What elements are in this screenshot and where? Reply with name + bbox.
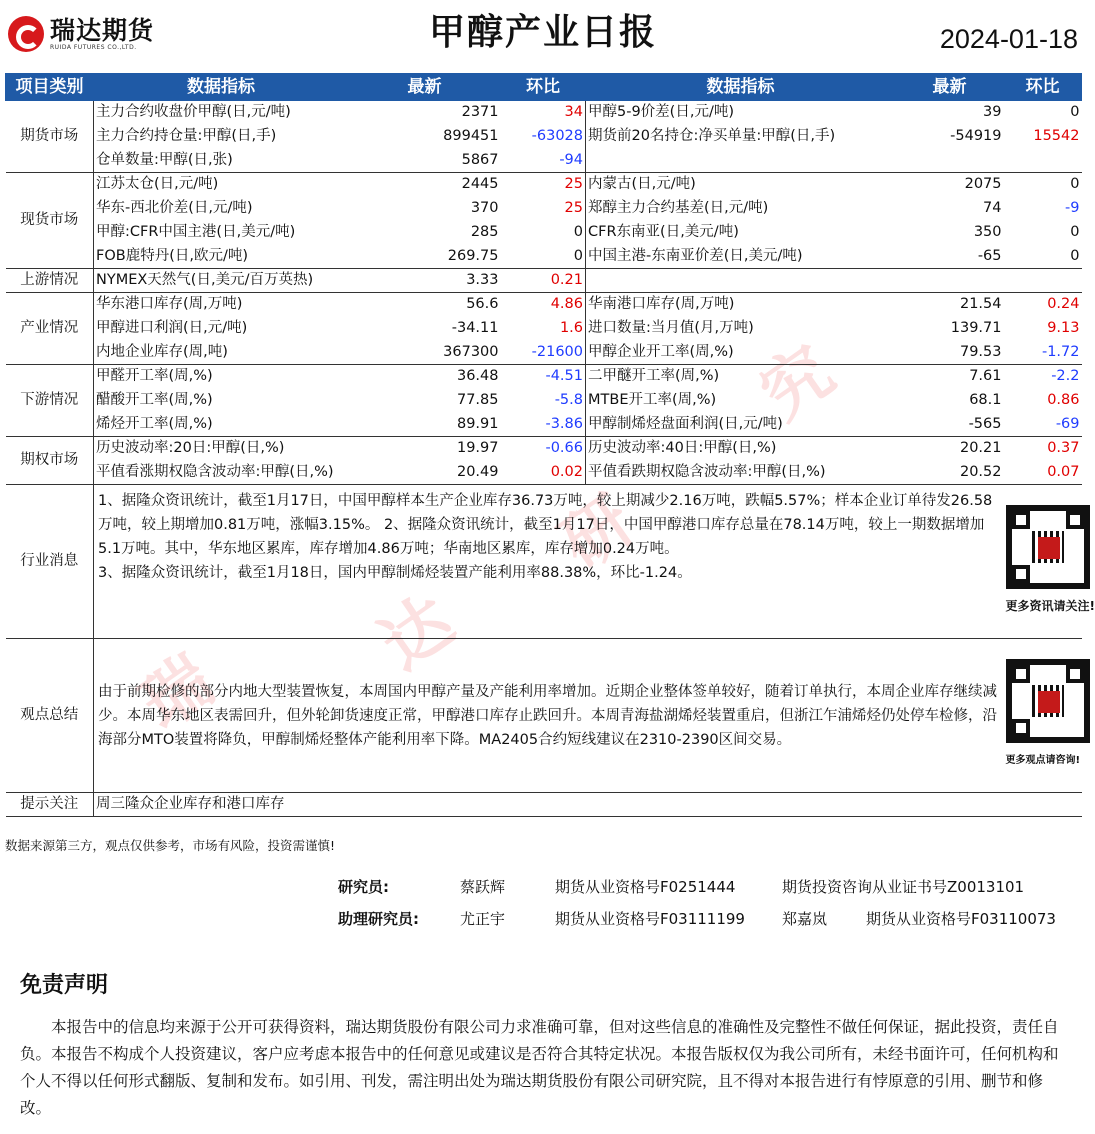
change-value: 0 [1004,101,1082,125]
indicator-name: 烯烃开工率(周,%) [96,415,213,432]
latest-value: -65 [977,247,1002,264]
table-row [6,389,1082,413]
change-value: 0 [1070,247,1080,264]
logo-name-en: RUIDA FUTURES CO.,LTD. [50,43,137,51]
change-value: 25 [564,200,583,216]
table-row [6,197,1082,221]
watermark: 究 [746,331,848,436]
table-row [6,245,1082,269]
indicator-name: 甲醇5-9价差(日,元/吨) [586,101,896,125]
indicator-name: 江苏太仓(日,元/吨) [94,173,349,197]
researcher-cert: 期货从业资格号F0251444 [555,878,736,896]
table-row [6,125,1082,149]
latest-value: 2445 [349,173,501,197]
indicator-name [586,269,896,293]
latest-value: 269.75 [447,247,499,264]
change-value: -0.66 [501,437,586,461]
latest-value: -34.11 [451,320,499,336]
report-date: 2024-01-18 [939,24,1078,54]
indicator-name: 平值看涨期权隐含波动率:甲醇(日,%) [96,463,334,480]
table-row [6,317,1082,341]
indicator-name: 甲醇:CFR中国主港(日,美元/吨) [96,224,296,240]
qr-caption: 更多观点请咨询! [1005,755,1081,766]
table-row [6,149,1082,173]
change-value [1004,269,1082,293]
table-row [6,269,1082,293]
latest-value: 79.53 [959,343,1002,360]
indicator-name: FOB鹿特丹(日,欧元/吨) [96,247,249,264]
latest-value: -565 [968,415,1002,432]
indicator-name: 平值看跌期权隐含波动率:甲醇(日,%) [586,461,896,485]
view-row [6,639,1082,793]
category-cell: 期权市场 [6,437,94,485]
change-value: 0 [573,247,583,264]
latest-value: 39 [896,101,1004,125]
data-source-note: 数据来源第三方，观点仅供参考，市场有风险，投资需谨慎! [5,838,336,853]
column-header: 项目类别 [6,74,94,101]
latest-value: 370 [470,200,499,216]
indicator-name: 郑醇主力合约基差(日,元/吨) [586,197,896,221]
category-cell: 期货市场 [6,101,94,173]
column-header: 环比 [501,74,586,101]
column-header: 最新 [349,74,501,101]
change-value: 34 [501,101,586,125]
table-row [6,293,1082,317]
indicator-name [586,149,896,173]
latest-value: 5867 [461,151,499,168]
column-header: 最新 [896,74,1004,101]
category-cell: 上游情况 [6,269,94,293]
table-row [6,101,1082,125]
researcher-cert: 期货投资咨询从业证书号Z0013101 [782,878,1025,896]
latest-value: 19.97 [349,437,501,461]
change-value: -3.86 [545,415,583,432]
change-value: -2.2 [1004,365,1082,389]
change-value: 0.37 [1004,437,1082,461]
change-value: 0 [1004,173,1082,197]
change-value: 0.07 [1047,463,1080,480]
table-row [6,461,1082,485]
latest-value: 3.33 [349,269,501,293]
indicator-name: 内地企业库存(周,吨) [96,343,228,360]
tips-row [6,793,1082,817]
change-value: -94 [559,151,583,168]
indicator-name: 华东-西北价差(日,元/吨) [96,200,253,216]
change-value: 25 [501,173,586,197]
indicator-name: 甲醇进口利润(日,元/吨) [96,320,248,336]
latest-value: 7.61 [896,365,1004,389]
category-cell: 产业情况 [6,293,94,365]
latest-value: 350 [973,224,1002,240]
table-row [6,437,1082,461]
change-value: 1.6 [559,320,583,336]
assistant-cert: 期货从业资格号F03110073 [866,910,1056,928]
indicator-name: CFR东南亚(日,美元/吨) [586,221,896,245]
latest-value [896,149,1004,173]
table-row [6,221,1082,245]
latest-value: 139.71 [950,320,1002,336]
indicator-name: NYMEX天然气(日,美元/百万英热) [94,269,349,293]
indicator-name: 中国主港-东南亚价差(日,美元/吨) [586,245,896,269]
change-value: -69 [1055,415,1080,432]
change-value: 4.86 [501,293,586,317]
qr-code-icon [1006,505,1090,589]
indicator-name: 仓单数量:甲醇(日,张) [96,151,233,168]
change-value: 0.24 [1004,293,1082,317]
assistant-cert: 期货从业资格号F03111199 [555,910,745,928]
logo-name-cn: 瑞达期货 [50,15,155,45]
tips-text: 周三隆众企业库存和港口库存 [94,793,1082,817]
change-value: 0 [573,224,583,240]
latest-value: -54919 [950,128,1002,144]
news-text-1: 1、据隆众资讯统计，截至1月17日，中国甲醇样本生产企业库存36.73万吨，较上期减少2.16万吨，跌幅5.57%；样本企业订单待发26.58万吨，较上期增加0.81万吨，涨幅3.15%。 2、据隆众资讯统计，截至1月17日，中国甲醇港口库存总量在78.14万吨，较上一期数据增加5.1万吨。其中，华东地区累库，库存增加4.86万吨；华南地区累库，库存增加0.24万吨。 [98,493,993,557]
change-value: 15542 [1033,128,1080,144]
qr-caption: 更多资讯请关注! [1005,599,1095,613]
change-value: 0.86 [1047,392,1080,408]
researcher-role: 研究员: [338,878,389,896]
table-header-row [6,74,1082,101]
table-row [6,173,1082,197]
indicator-name: 主力合约持仓量:甲醇(日,手) [96,128,277,144]
change-value: -5.8 [554,392,583,408]
qr-block [1004,639,1082,793]
indicator-name: 华南港口库存(周,万吨) [586,293,896,317]
qr-block [1004,485,1095,639]
latest-value: 21.54 [896,293,1004,317]
latest-value: 36.48 [349,365,501,389]
change-value: -9 [1065,200,1080,216]
category-cell: 下游情况 [6,365,94,437]
indicator-name: 历史波动率:20日:甲醇(日,%) [94,437,349,461]
change-value: -1.72 [1041,343,1080,360]
data-table [5,73,1095,817]
watermark: 达 [366,581,468,686]
news-row [6,485,1082,639]
assistant-role: 助理研究员: [338,910,419,928]
change-value: -63028 [531,128,583,144]
indicator-name: MTBE开工率(周,%) [586,389,896,413]
indicator-name: 甲醇制烯烃盘面利润(日,元/吨) [586,413,896,437]
assistant-name: 郑嘉岚 [782,910,828,928]
assistant-name: 尤正宇 [460,910,506,928]
latest-value: 2075 [896,173,1004,197]
latest-value: 20.21 [896,437,1004,461]
column-header: 数据指标 [94,74,349,101]
latest-value [896,269,1004,293]
watermark: 研 [546,481,648,586]
indicator-name: 甲醇企业开工率(周,%) [586,341,896,365]
report-title: 甲醇产业日报 [428,12,657,53]
change-value: 0.02 [550,463,583,480]
latest-value: 899451 [443,128,499,144]
report-header [0,0,1086,68]
latest-value: 20.49 [456,463,499,480]
category-cell: 提示关注 [6,793,94,817]
qr-code-icon [1006,659,1090,743]
column-header: 环比 [1004,74,1082,101]
category-cell: 行业消息 [6,485,94,639]
latest-value: 89.91 [456,415,499,432]
change-value: -4.51 [501,365,586,389]
table-row [6,365,1082,389]
change-value: -21600 [531,343,583,360]
indicator-name: 期货前20名持仓:净买单量:甲醇(日,手) [586,125,896,149]
change-value: 0.21 [501,269,586,293]
change-value [1004,149,1082,173]
table-row [6,341,1082,365]
watermark: 瑞 [126,641,228,746]
category-cell: 观点总结 [6,639,94,793]
indicator-name: 进口数量:当月值(月,万吨) [586,317,896,341]
latest-value: 68.1 [969,392,1002,408]
disclaimer-title: 免责声明 [20,973,109,998]
news-text-2: 3、据隆众资讯统计，截至1月18日，国内甲醇制烯烃装置产能利用率88.38%，环比-1.24。 [98,565,692,581]
table-row [6,413,1082,437]
indicator-name: 历史波动率:40日:甲醇(日,%) [586,437,896,461]
latest-value: 285 [470,224,499,240]
latest-value: 20.52 [959,463,1002,480]
disclaimer-text: 本报告中的信息均来源于公开可获得资料，瑞达期货股份有限公司力求准确可靠，但对这些信息的准确性及完整性不做任何保证，据此投资，责任自负。本报告不构成个人投资建议，客户应考虑本报告中的任何意见或建议是否符合其特定状况。本报告版权仅为我公司所有，未经书面许可，任何机构和个人不得以任何形式翻版、复制和发布。如引用、刊发，需注明出处为瑞达期货股份有限公司研究院，且不得对本报告进行有悖原意的引用、删节和修改。 [20,1018,1059,1117]
indicator-name: 二甲醚开工率(周,%) [586,365,896,389]
column-header: 数据指标 [586,74,896,101]
latest-value: 56.6 [349,293,501,317]
indicator-name: 华东港口库存(周,万吨) [94,293,349,317]
latest-value: 77.85 [456,392,499,408]
indicator-name: 醋酸开工率(周,%) [96,392,213,408]
latest-value: 74 [983,200,1002,216]
change-value: 9.13 [1047,320,1080,336]
indicator-name: 内蒙古(日,元/吨) [586,173,896,197]
view-summary: 由于前期检修的部分内地大型装置恢复，本周国内甲醇产量及产能利用率增加。近期企业整体签单较好，随着订单执行，本周企业库存继续减少。本周华东地区表需回升，但外轮卸货速度正常，甲醇港口库存止跌回升。本周青海盐湖烯烃装置重启，但浙江乍浦烯烃仍处停车检修，沿海部分MTO装置将降负，甲醇制烯烃整体产能利用率下降。MA2405合约短线建议在2310-2390区间交易。 [94,639,1004,793]
researcher-name: 蔡跃辉 [460,878,506,896]
latest-value: 2371 [349,101,501,125]
indicator-name: 甲醛开工率(周,%) [94,365,349,389]
change-value: 0 [1070,224,1080,240]
category-cell: 现货市场 [6,173,94,269]
latest-value: 367300 [443,343,499,360]
industry-news [94,485,1004,639]
indicator-name: 主力合约收盘价甲醇(日,元/吨) [94,101,349,125]
